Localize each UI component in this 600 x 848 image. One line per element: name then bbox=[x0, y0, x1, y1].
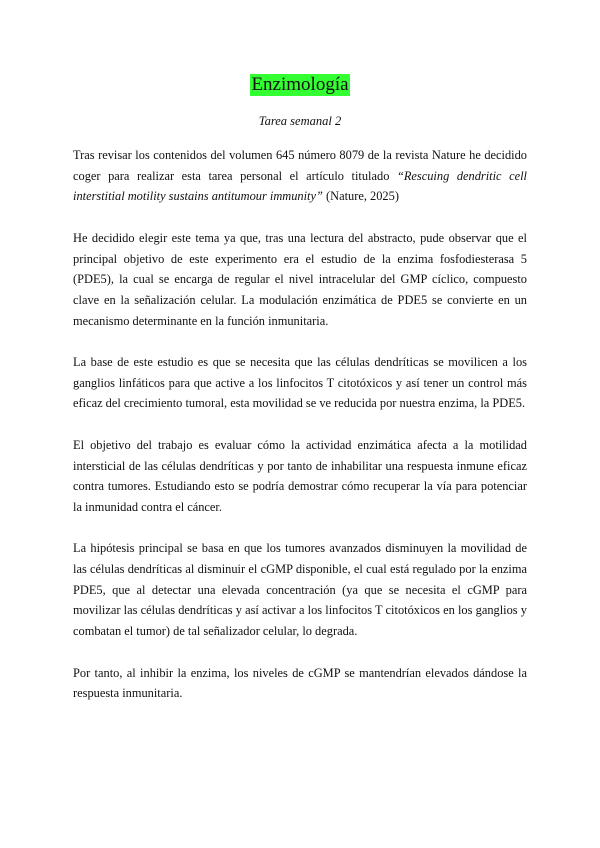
paragraph-motivation: He decidido elegir este tema ya que, tras una lectura del abstracto, pude observar que el principal objetivo de este experimento era el estudio de la enzima fosfodiesterasa 5 (PDE5), la cual se encarga de regular el nivel intracelular del GMP cíclico, compuesto clave en la señalización celular. La modulación enzimática de PDE5 se convierte en un mecanismo determinante en la función inmunitaria. bbox=[73, 230, 527, 328]
page-subtitle: Tarea semanal 2 bbox=[258, 114, 342, 128]
paragraph-objective: El objetivo del trabajo es evaluar cómo la actividad enzimática afecta a la motilidad intersticial de las células dendríticas y por tanto de inhabilitar una respuesta inmune eficaz contra tumores. Estudiando esto se podría demostrar cómo recuperar la vía para potenciar la inmunidad contra el cáncer. bbox=[73, 437, 527, 514]
paragraph-hypothesis: La hipótesis principal se basa en que los tumores avanzados disminuyen la movilidad de las células dendríticas al disminuir el cGMP disponible, el cual está regulado por la enzima PDE5, que al detectar una elevada concentración (ya que se necesita el cGMP para movilizar las células dendríticas y así activar a los linfocitos T citotóxicos en los ganglios y combatan el tumor) de tal señalizador celular, lo degrada. bbox=[73, 541, 527, 639]
title-container bbox=[0, 74, 600, 96]
paragraph-conclusion: Por tanto, al inhibir la enzima, los niveles de cGMP se mantendrían elevados dándose la respuesta inmunitaria. bbox=[73, 665, 527, 701]
page-title: Enzimología bbox=[251, 74, 349, 95]
paragraph-basis: La base de este estudio es que se necesita que las células dendríticas se movilicen a los ganglios linfáticos para que active a los linfocitos T citotóxicos y así tener un control más eficaz del crecimiento tumoral, esta movilidad se ve reducida por nuestra enzima, la PDE5. bbox=[73, 355, 527, 411]
paragraph-intro-tail: (Nature, 2025) bbox=[322, 189, 399, 204]
article-title: “Rescuing dendritic cell interstitial motility sustains antitumour immunity” bbox=[73, 168, 527, 204]
paragraph-intro bbox=[73, 145, 527, 207]
document-body bbox=[73, 145, 527, 704]
paragraph-intro-lead: Tras revisar los contenidos del volumen 645 número 8079 de la revista Nature he decidido coger para realizar esta tarea personal el artículo titulado bbox=[73, 148, 527, 183]
